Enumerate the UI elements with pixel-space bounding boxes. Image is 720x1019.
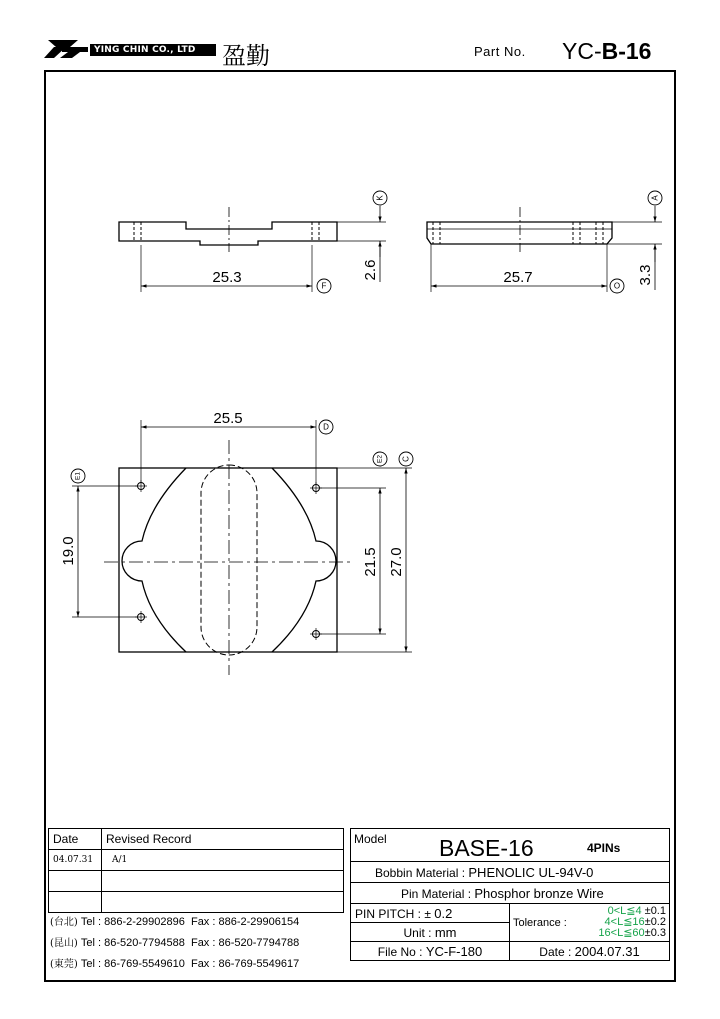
unit-label: Unit : xyxy=(403,925,432,940)
marker-e2: E2 xyxy=(376,455,384,463)
revision-record: A/1 xyxy=(102,850,344,871)
tolerance-list xyxy=(598,906,666,939)
bobbin-value: PHENOLIC UL-94V-0 xyxy=(468,864,594,880)
dim-top-left-height: 2.6 xyxy=(362,259,379,281)
dim-top-right-width: 25.7 xyxy=(503,269,533,286)
model-row xyxy=(351,829,670,862)
dim-plan-width: 25.5 xyxy=(213,410,243,427)
contact-row: (昆山) Tel : 86-520-7794588 Fax : 86-520-7794788 xyxy=(50,937,300,949)
file-row xyxy=(351,942,670,961)
revision-date: 04.07.31 xyxy=(49,850,102,871)
revision-header-row xyxy=(49,829,344,850)
part-no-value: YC-B-16 xyxy=(562,38,652,64)
plan-view xyxy=(72,420,412,675)
title-block-table xyxy=(350,828,670,961)
tolerance-row: 4<L≦16±0.2 xyxy=(604,916,666,928)
date-header: Date xyxy=(49,829,102,850)
contact-row: (東莞) Tel : 86-769-5549610 Fax : 86-769-5549617 xyxy=(50,958,300,970)
dim-top-right-height: 3.3 xyxy=(637,264,654,286)
marker-a: A xyxy=(650,195,660,201)
record-header: Revised Record xyxy=(102,829,344,850)
table-row xyxy=(49,850,344,871)
table-row xyxy=(49,892,344,913)
unit-value: mm xyxy=(434,924,457,940)
tolerance-label: Tolerance : xyxy=(513,916,567,929)
tolerance-row: 16<L≦60±0.3 xyxy=(598,927,666,939)
pin-material-row xyxy=(351,883,670,904)
tolerance-row: 0<L≦4 ±0.1 xyxy=(607,905,666,917)
contact-row: (台北) Tel : 886-2-29902896 Fax : 886-2-29906154 xyxy=(50,916,300,928)
bobbin-row xyxy=(351,862,670,883)
marker-o: O xyxy=(613,281,621,291)
marker-d: D xyxy=(323,422,329,432)
contacts-block xyxy=(50,912,299,975)
pin-count: 4PINs xyxy=(587,841,621,855)
company-name-cn: 盈勤 xyxy=(222,42,270,70)
pin-material-value: Phosphor bronze Wire xyxy=(474,885,604,901)
company-name-en: YING CHIN CO., LTD xyxy=(90,44,216,56)
marker-c: C xyxy=(401,456,411,462)
bobbin-label: Bobbin Material : xyxy=(375,865,466,880)
revision-table xyxy=(48,828,344,913)
pin-material-label: Pin Material : xyxy=(401,886,472,901)
table-row xyxy=(49,871,344,892)
file-value: YC-F-180 xyxy=(425,943,483,959)
dim-plan-left-height: 19.0 xyxy=(60,536,77,566)
model-value: BASE-16 xyxy=(439,835,534,861)
marker-k: K xyxy=(375,195,385,201)
pitch-value: 0.2 xyxy=(434,905,453,921)
dim-top-left-width: 25.3 xyxy=(212,269,242,286)
date-value: 2004.07.31 xyxy=(574,943,640,959)
model-label: Model xyxy=(354,832,387,846)
dim-plan-outer-height: 27.0 xyxy=(388,547,405,577)
side-view-right xyxy=(427,206,662,292)
marker-f: F xyxy=(321,281,327,291)
file-label: File No : xyxy=(377,944,423,959)
date-label: Date : xyxy=(539,944,572,959)
pitch-row xyxy=(351,904,670,923)
pitch-label: PIN PITCH : ± xyxy=(355,906,431,921)
part-no-label: Part No. xyxy=(474,44,526,59)
marker-e1: E1 xyxy=(74,472,82,480)
dim-plan-inner-height: 21.5 xyxy=(362,547,379,577)
side-view-left xyxy=(119,206,386,292)
